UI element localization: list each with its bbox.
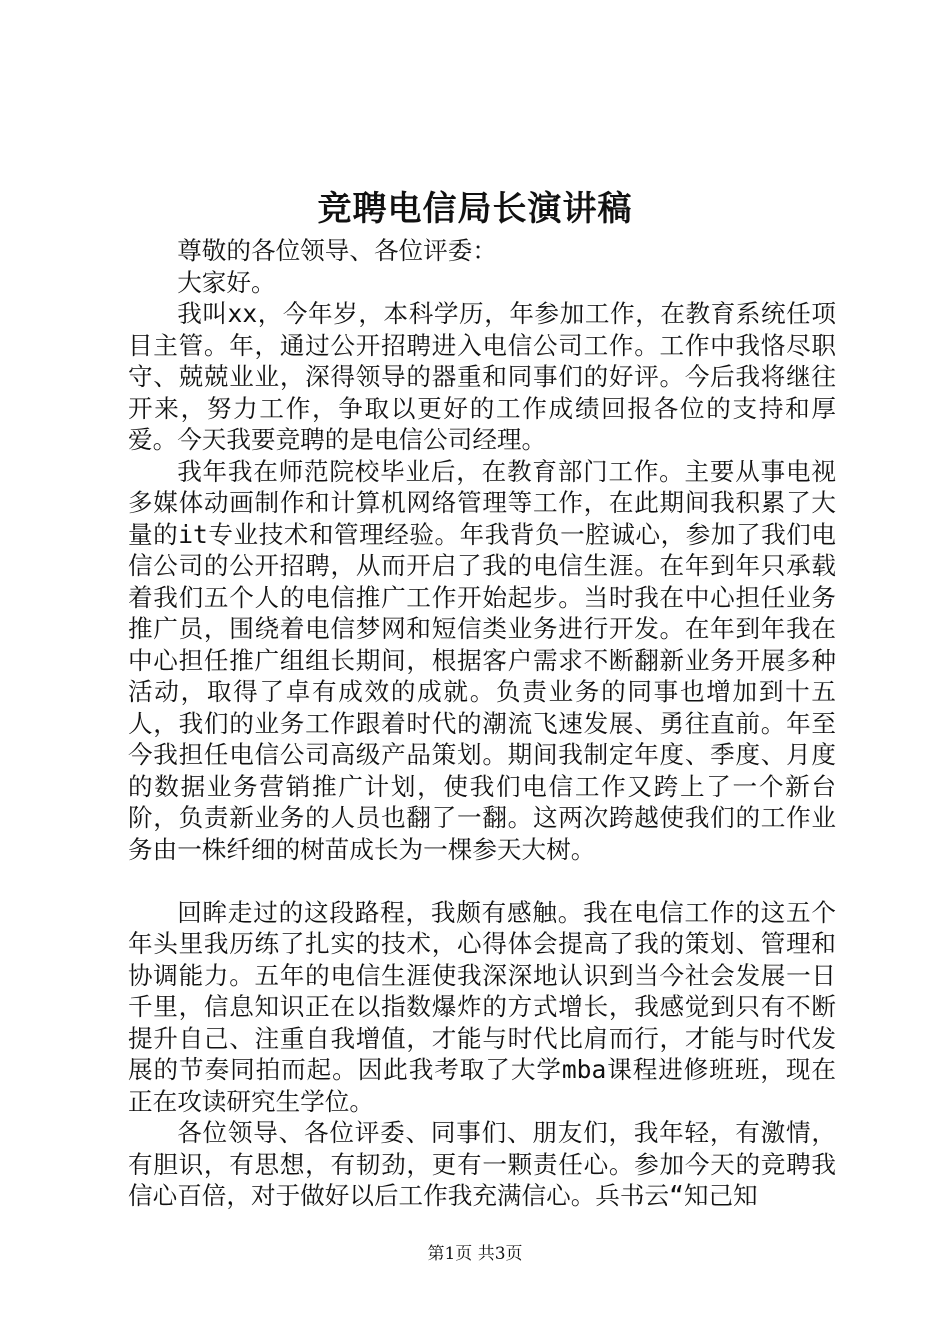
- page-number-footer: 第1页 共3页: [427, 1244, 523, 1264]
- document-body: [128, 235, 836, 1212]
- document-title: 竞聘电信局长演讲稿: [317, 189, 633, 229]
- experience-paragraph: 我年我在师范院校毕业后，在教育部门工作。主要从事电视多媒体动画制作和计算机网络管理等工作，在此期间我积累了大量的it专业技术和管理经验。年我背负一腔诚心，参加了我们电信公司的公开招聘，从而开启了我的电信生涯。在年到年只承载着我们五个人的电信推广工作开始起步。当时我在中心担任业务推广员，围绕着电信梦网和短信类业务进行开发。在年到年我在中心担任推广组组长期间，根据客户需求不断翻新业务开展多种活动，取得了卓有成效的成就。负责业务的同事也增加到十五人，我们的业务工作跟着时代的潮流飞速发展、勇往直前。年至今我担任电信公司高级产品策划。期间我制定年度、季度、月度的数据业务营销推广计划，使我们电信工作又跨上了一个新台阶，负责新业务的人员也翻了一翻。这两次跨越使我们的工作业务由一株纤细的树苗成长为一棵参天大树。: [128, 456, 836, 864]
- greeting-paragraph: 大家好。: [177, 267, 276, 297]
- reflection-paragraph: 回眸走过的这段路程，我颇有感触。我在电信工作的这五个年头里我历练了扎实的技术，心得体会提高了我的策划、管理和协调能力。五年的电信生涯使我深深地认识到当今社会发展一日千里，信息知识正在以指数爆炸的方式增长，我感觉到只有不断提升自己、注重自我增值，才能与时代比肩而行，才能与时代发展的节奏同拍而起。因此我考取了大学mba课程进修班班，现在正在攻读研究生学位。: [128, 897, 836, 1116]
- closing-paragraph: 各位领导、各位评委、同事们、朋友们，我年轻，有激情，有胆识，有思想，有韧劲，更有一颗责任心。参加今天的竞聘我信心百倍，对于做好以后工作我充满信心。兵书云“知己知: [128, 1118, 836, 1210]
- salutation-paragraph: 尊敬的各位领导、各位评委：: [177, 236, 497, 265]
- intro-paragraph: 我叫xx，今年岁，本科学历，年参加工作，在教育系统任项目主管。年，通过公开招聘进入电信公司工作。工作中我恪尽职守、兢兢业业，深得领导的器重和同事们的好评。今后我将继往开来，努力工作，争取以更好的工作成绩回报各位的支持和厚爱。今天我要竞聘的是电信公司经理。: [128, 299, 836, 454]
